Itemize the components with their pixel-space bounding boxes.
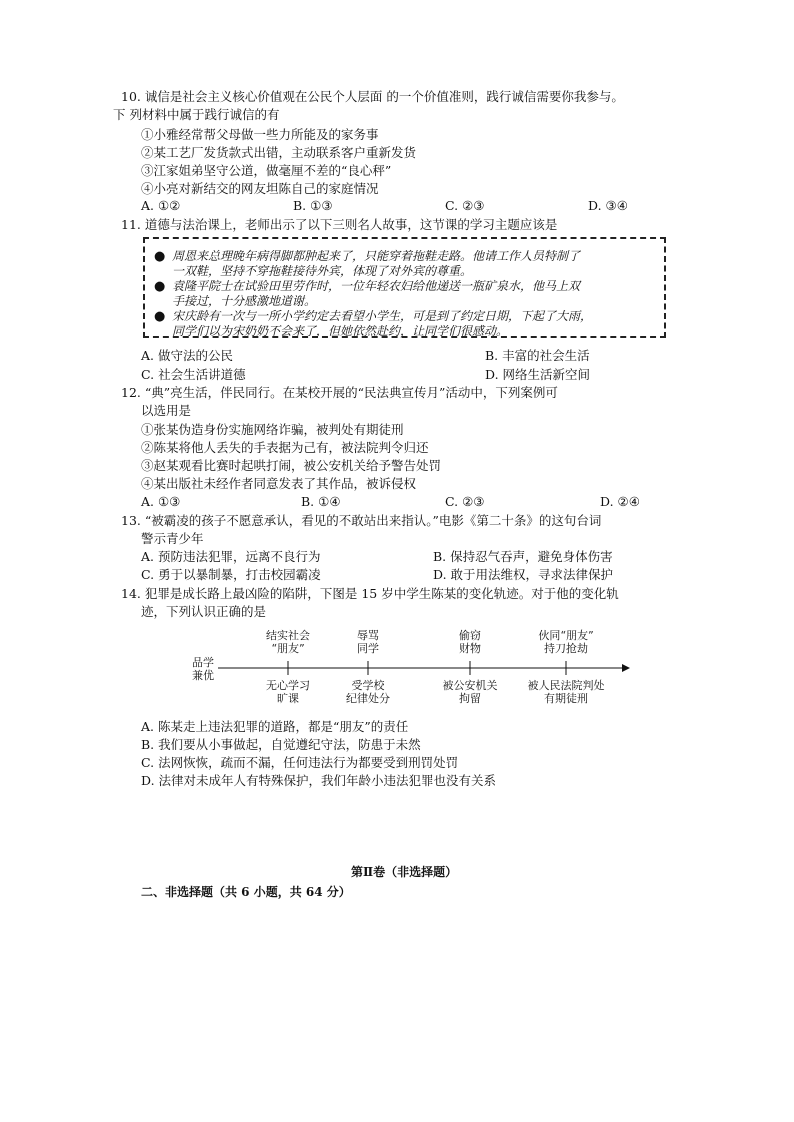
timeline-bottom-2-line1: 受学校	[351, 679, 385, 692]
story-1-line1: 周恩来总理晚年病得脚都肿起来了，只能穿着拖鞋走路。他请工作人员特制了	[172, 249, 581, 263]
q12-option-b: B. ①④	[301, 494, 341, 509]
q12-item-3: ③赵某观看比赛时起哄打闹，被公安机关给予警告处罚	[141, 458, 442, 473]
q12-item-1: ①张某伪造身份实施网络诈骗，被判处有期徒刑	[141, 422, 404, 437]
timeline-top-3-line1: 偷窃	[459, 629, 481, 642]
timeline-bottom-4-line1: 被人民法院判处	[527, 679, 605, 692]
q12-stem-line2: 以选用是	[141, 403, 192, 418]
timeline-bottom-1-line2: 旷课	[277, 692, 299, 705]
q13-stem-line2: 警示青少年	[141, 531, 204, 546]
timeline-bottom-1-line1: 无心学习	[266, 679, 310, 692]
q10-item-4: ④小亮对新结交的网友坦陈自己的家庭情况	[141, 181, 379, 196]
timeline-bottom-1	[248, 679, 328, 705]
q11-option-c: C. 社会生活讲道德	[141, 367, 246, 382]
q13-option-c: C. 勇于以暴制暴，打击校园霸凌	[141, 567, 321, 582]
story-2-line1: 袁隆平院士在试验田里劳作时，一位年轻农妇给他递送一瓶矿泉水，他马上双	[172, 279, 581, 293]
timeline-top-3	[430, 629, 510, 655]
bullet-icon: ●	[154, 249, 166, 264]
timeline-top-1-line2: “朋友”	[271, 642, 305, 655]
story-3-line2: 同学们以为宋奶奶不会来了，但她依然赴约，让同学们很感动。	[172, 324, 509, 338]
q11-option-b: B. 丰富的社会生活	[485, 348, 590, 363]
q14-option-b: B. 我们要从小事做起，自觉遵纪守法，防患于未然	[141, 737, 421, 752]
timeline-top-3-line2: 财物	[459, 642, 481, 655]
q13-option-d: D. 敢于用法维权，寻求法律保护	[433, 567, 614, 582]
timeline-start-line2: 兼优	[192, 669, 214, 682]
q11-option-d: D. 网络生活新空间	[485, 367, 591, 382]
timeline-bottom-3	[424, 679, 516, 705]
q10-item-3: ③江家姐弟坚守公道，做毫厘不差的“良心秤”	[141, 163, 392, 178]
q13-option-a: A. 预防违法犯罪，远离不良行为	[141, 549, 321, 564]
q12-option-d: D. ②④	[600, 494, 640, 509]
q11-option-a: A. 做守法的公民	[141, 348, 233, 363]
q14-option-a: A. 陈某走上违法犯罪的道路，都是“朋友”的责任	[141, 719, 409, 734]
q13-option-b: B. 保持忍气吞声，避免身体伤害	[433, 549, 613, 564]
section-two-heading: 二、非选择题（共 6 小题，共 64 分）	[141, 885, 351, 899]
timeline-bottom-2	[328, 679, 408, 705]
timeline-bottom-3-line1: 被公安机关	[442, 679, 498, 692]
story-1-line2: 一双鞋，坚持不穿拖鞋接待外宾，体现了对外宾的尊重。	[172, 264, 473, 278]
q10-option-b: B. ①③	[293, 198, 333, 213]
q12-item-2: ②陈某将他人丢失的手表据为己有，被法院判令归还	[141, 440, 429, 455]
timeline-top-4	[516, 629, 616, 655]
q11-stem: 11. 道德与法治课上，老师出示了以下三则名人故事，这节课的学习主题应该是	[121, 217, 558, 232]
q12-item-4: ④某出版社未经作者同意发表了其作品，被诉侵权	[141, 476, 417, 491]
q12-stem-line1: 12. “典”亮生活，伴民同行。在某校开展的“民法典宣传月”活动中，下列案例可	[121, 385, 558, 400]
q14-option-c: C. 法网恢恢，疏而不漏，任何违法行为都要受到刑罚处罚	[141, 755, 459, 770]
q10-item-2: ②某工艺厂发货款式出错，主动联系客户重新发货	[141, 145, 417, 160]
q10-option-a: A. ①②	[141, 198, 181, 213]
timeline-top-2	[328, 629, 408, 655]
q10-option-d: D. ③④	[588, 198, 628, 213]
timeline-start-line1: 品学	[192, 656, 214, 669]
q12-option-a: A. ①③	[141, 494, 181, 509]
q13-stem-line1: 13. “被霸凌的孩子不愿意承认，看见的不敢站出来指认。”电影《第二十条》的这句台词	[121, 513, 602, 528]
timeline-bottom-3-line2: 拘留	[459, 692, 481, 705]
bullet-icon: ●	[154, 309, 166, 324]
q14-option-d: D. 法律对未成年人有特殊保护，我们年龄小违法犯罪也没有关系	[141, 773, 497, 788]
q10-option-c: C. ②③	[445, 198, 485, 213]
timeline-bottom-4	[510, 679, 622, 705]
story-3-line1: 宋庆龄有一次与一所小学约定去看望小学生，可是到了约定日期，下起了大雨，	[172, 309, 593, 323]
q10-item-1: ①小雅经常帮父母做一些力所能及的家务事	[141, 127, 379, 142]
timeline-top-1-line1: 结实社会	[266, 629, 310, 642]
timeline-bottom-2-line2: 纪律处分	[346, 692, 390, 705]
story-2-line2: 手接过，十分感激地道谢。	[172, 294, 317, 308]
timeline-top-4-line2: 持刀抢劫	[544, 642, 588, 655]
q14-stem-line1: 14. 犯罪是成长路上最凶险的陷阱，下图是 15 岁中学生陈某的变化轨迹。对于他的变化轨	[121, 586, 619, 601]
timeline-top-2-line1: 辱骂	[357, 629, 379, 642]
q14-stem-line2: 迹，下列认识正确的是	[141, 604, 267, 619]
timeline-top-4-line1: 伙同“朋友”	[538, 629, 594, 642]
part-two-title: 第Ⅱ卷（非选择题）	[351, 865, 458, 879]
q12-option-c: C. ②③	[445, 494, 485, 509]
timeline-start-label	[190, 656, 216, 682]
change-timeline	[190, 627, 630, 712]
timeline-bottom-4-line2: 有期徒刑	[544, 692, 588, 705]
q10-stem-line1: 10. 诚信是社会主义核心价值观在公民个人层面 的一个价值准则，践行诚信需要你我参与。	[121, 89, 624, 104]
bullet-icon: ●	[154, 279, 166, 294]
timeline-top-1	[248, 629, 328, 655]
timeline-top-2-line2: 同学	[357, 642, 379, 655]
q10-stem-line2: 下 列材料中属于践行诚信的有	[113, 107, 280, 122]
